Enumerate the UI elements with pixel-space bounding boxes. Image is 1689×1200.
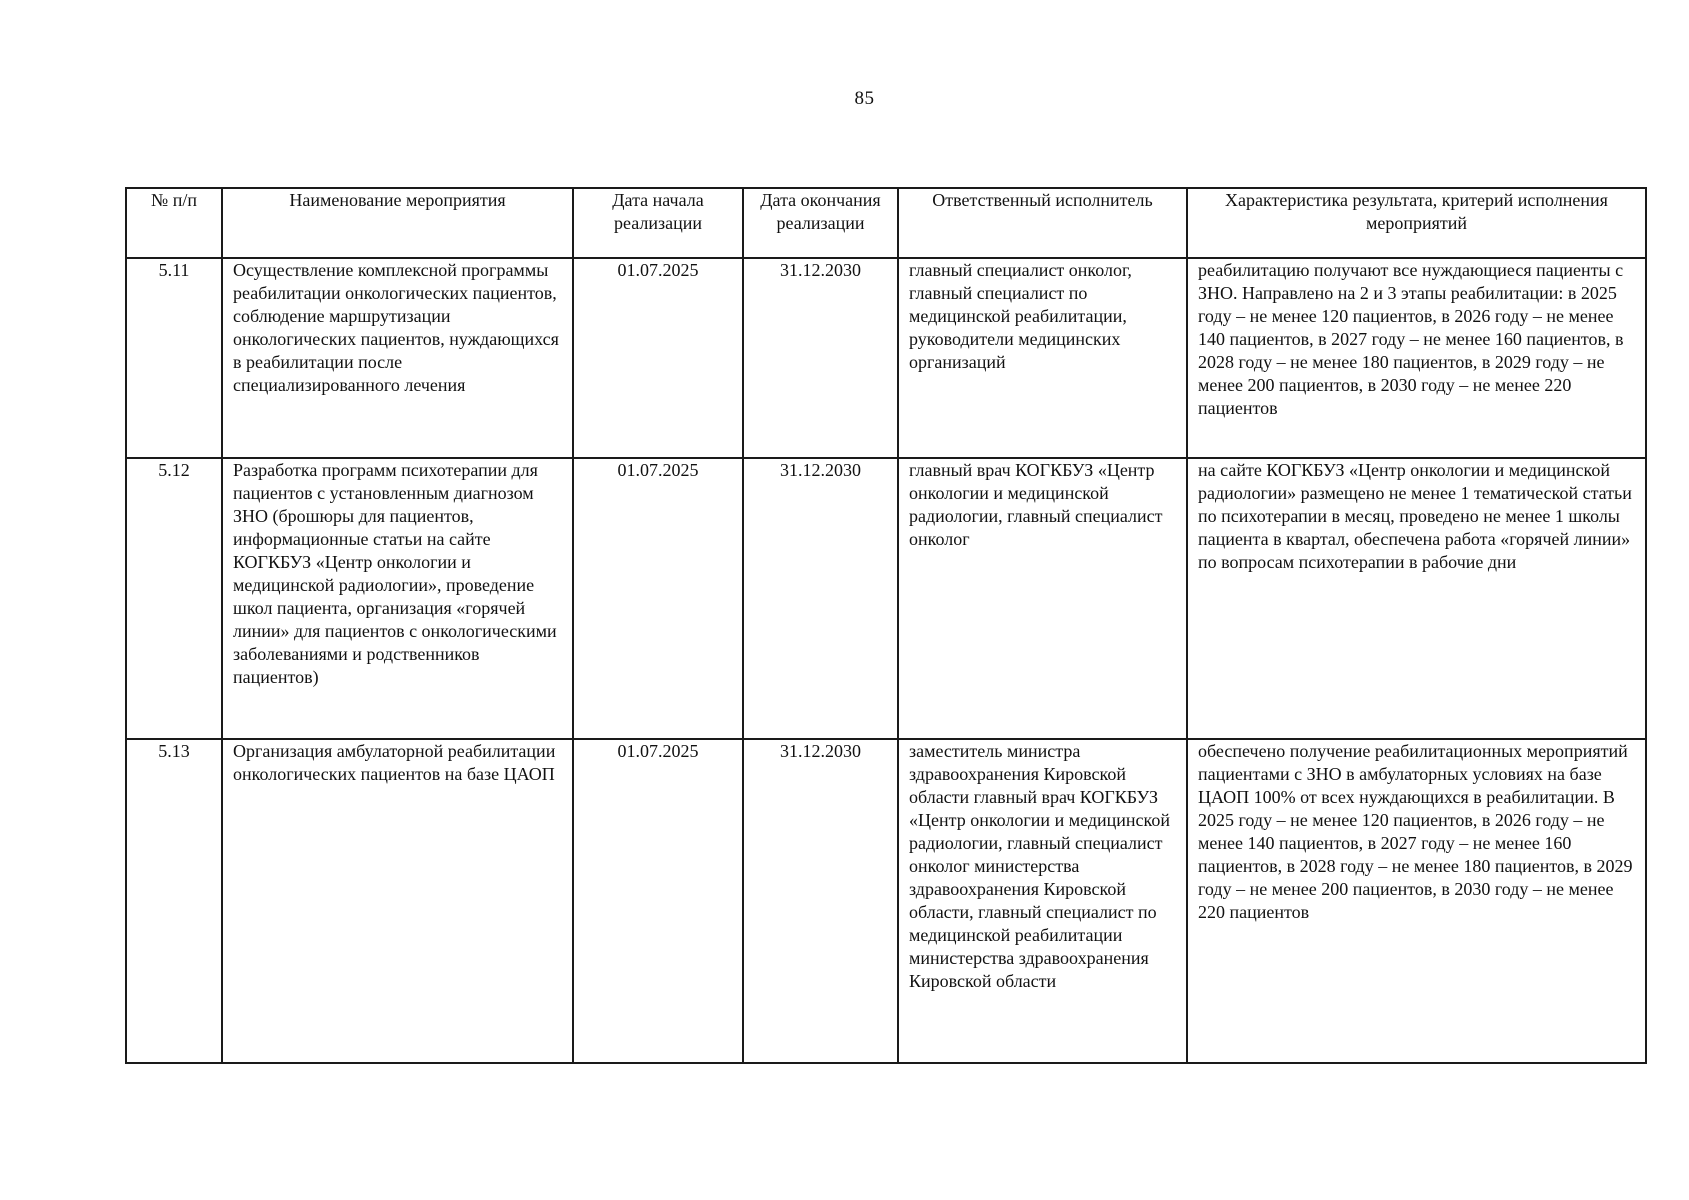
table-row xyxy=(126,258,1646,458)
row-executor: заместитель министра здравоохранения Кировской области главный врач КОГКБУЗ «Центр онкологии и медицинской радиологии, главный специалист онколог министерства здравоохранения Кировской области, главный специалист по медицинской реабилитации министерства здравоохранения Кировской области xyxy=(898,739,1187,1063)
row-end-date: 31.12.2030 xyxy=(743,258,898,458)
row-start-date: 01.07.2025 xyxy=(573,739,743,1063)
header-name: Наименование мероприятия xyxy=(222,188,573,258)
row-name: Организация амбулаторной реабилитации онкологических пациентов на базе ЦАОП xyxy=(222,739,573,1063)
row-executor: главный специалист онколог, главный специалист по медицинской реабилитации, руководители медицинских организаций xyxy=(898,258,1187,458)
row-num: 5.13 xyxy=(126,739,222,1063)
row-name: Осуществление комплексной программы реабилитации онкологических пациентов, соблюдение маршрутизации онкологических пациентов, нуждающихся в реабилитации после специализированного лечения xyxy=(222,258,573,458)
header-result: Характеристика результата, критерий исполнения мероприятий xyxy=(1187,188,1646,258)
row-end-date: 31.12.2030 xyxy=(743,458,898,739)
row-start-date: 01.07.2025 xyxy=(573,458,743,739)
row-result: обеспечено получение реабилитационных мероприятий пациентами с ЗНО в амбулаторных условиях на базе ЦАОП 100% от всех нуждающихся в реабилитации. В 2025 году – не менее 120 пациентов, в 2026 году – не менее 140 пациентов, в 2027 году – не менее 160 пациентов, в 2028 году – не менее 180 пациентов, в 2029 году – не менее 200 пациентов, в 2030 году – не менее 220 пациентов xyxy=(1187,739,1646,1063)
row-executor: главный врач КОГКБУЗ «Центр онкологии и медицинской радиологии, главный специалист онколог xyxy=(898,458,1187,739)
row-end-date: 31.12.2030 xyxy=(743,739,898,1063)
page-number: 85 xyxy=(854,88,875,109)
header-num: № п/п xyxy=(126,188,222,258)
header-start-date: Дата начала реализации xyxy=(573,188,743,258)
table-row xyxy=(126,739,1646,1063)
row-result: реабилитацию получают все нуждающиеся пациенты с ЗНО. Направлено на 2 и 3 этапы реабилитации: в 2025 году – не менее 120 пациентов, в 2026 году – не менее 140 пациентов, в 2027 году – не менее 160 пациентов, в 2028 году – не менее 180 пациентов, в 2029 году – не менее 200 пациентов, в 2030 году – не менее 220 пациентов xyxy=(1187,258,1646,458)
row-num: 5.12 xyxy=(126,458,222,739)
table-row xyxy=(126,458,1646,739)
row-result: на сайте КОГКБУЗ «Центр онкологии и медицинской радиологии» размещено не менее 1 тематической статьи по психотерапии в месяц, проведено не менее 1 школы пациента в квартал, обеспечена работа «горячей линии» по вопросам психотерапии в рабочие дни xyxy=(1187,458,1646,739)
row-name: Разработка программ психотерапии для пациентов с установленным диагнозом ЗНО (брошюры для пациентов, информационные статьи на сайте КОГКБУЗ «Центр онкологии и медицинской радиологии», проведение школ пациента, организация «горячей линии» для пациентов с онкологическими заболеваниями и родственников пациентов) xyxy=(222,458,573,739)
header-end-date: Дата окончания реализации xyxy=(743,188,898,258)
row-start-date: 01.07.2025 xyxy=(573,258,743,458)
table-header-row xyxy=(126,188,1646,258)
activities-table xyxy=(125,187,1647,1064)
row-num: 5.11 xyxy=(126,258,222,458)
header-executor: Ответственный исполнитель xyxy=(898,188,1187,258)
